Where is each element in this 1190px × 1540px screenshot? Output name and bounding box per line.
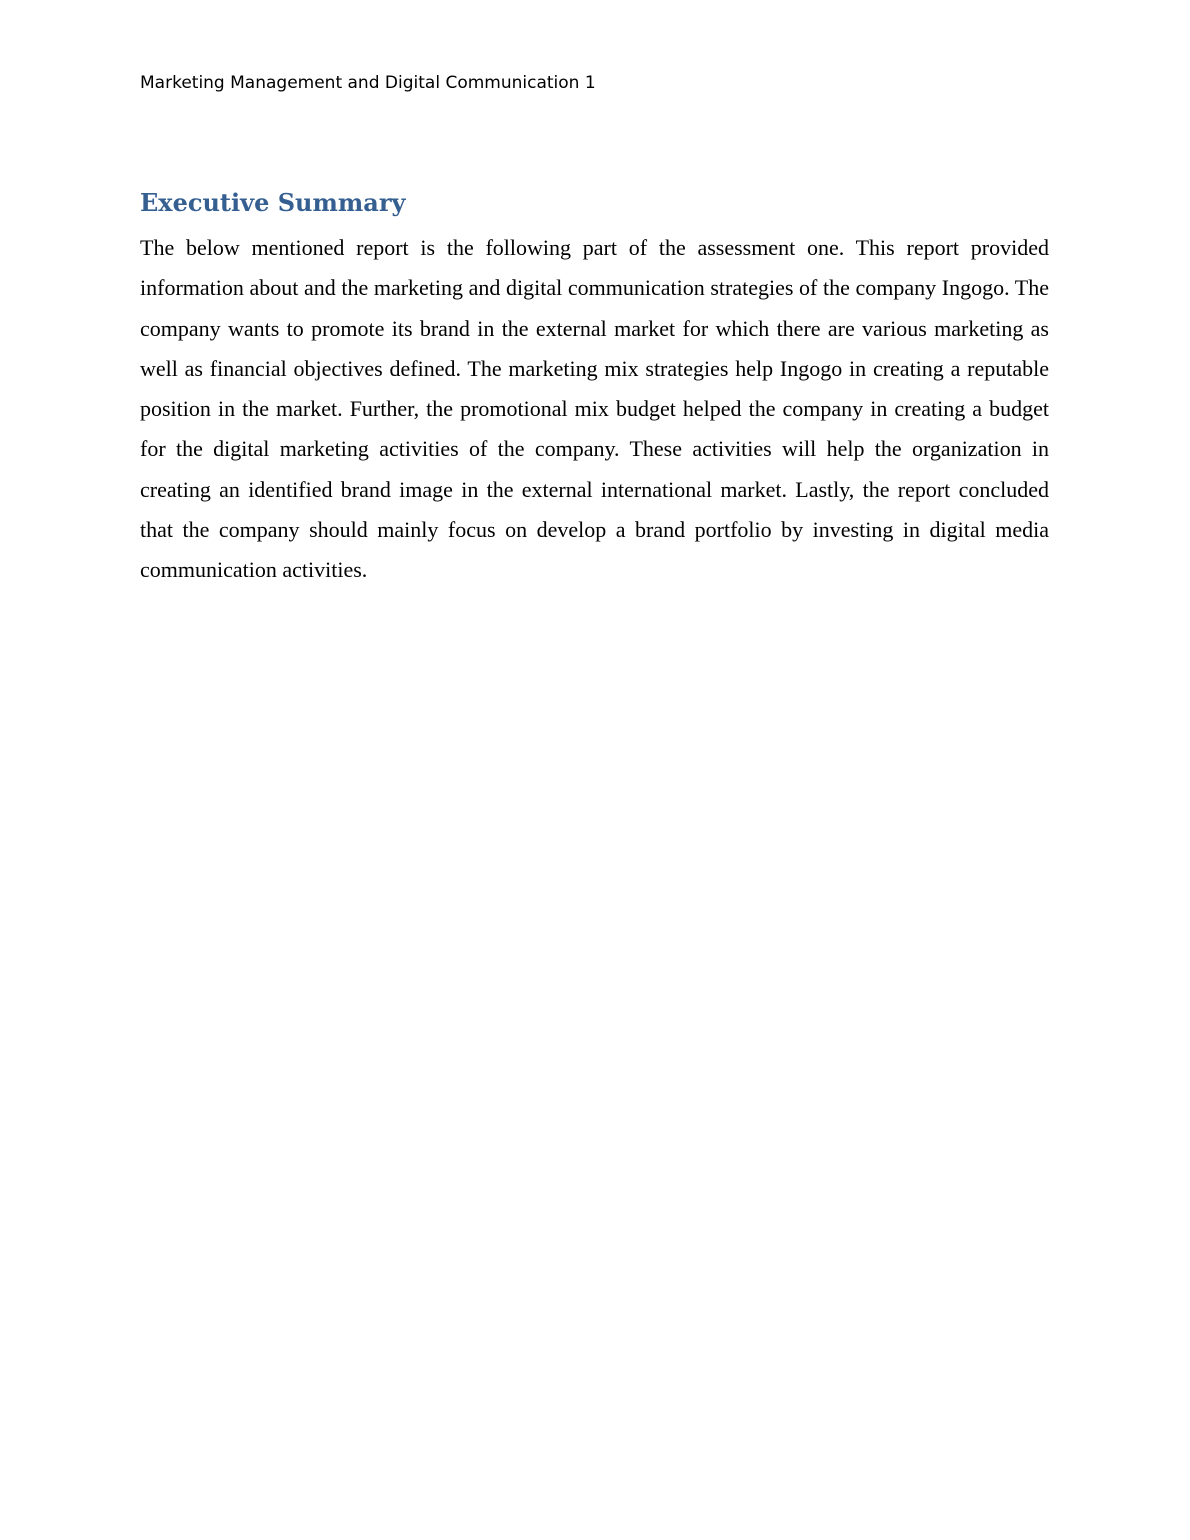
- section-heading: Executive Summary: [140, 188, 406, 217]
- body-paragraph: The below mentioned report is the following part of the assessment one. This report provided information about and the marketing and digital communication strategies of the company Ingogo. The company wants to promote its brand in the external market for which there are various marketing as well as financial objectives defined. The marketing mix strategies help Ingogo in creating a reputable position in the market. Further, the promotional mix budget helped the company in creating a budget for the digital marketing activities of the company. These activities will help the organization in creating an identified brand image in the external international market. Lastly, the report concluded that the company should mainly focus on develop a brand portfolio by investing in digital media communication activities.: [140, 235, 1049, 583]
- running-header: Marketing Management and Digital Communication 1: [140, 73, 596, 93]
